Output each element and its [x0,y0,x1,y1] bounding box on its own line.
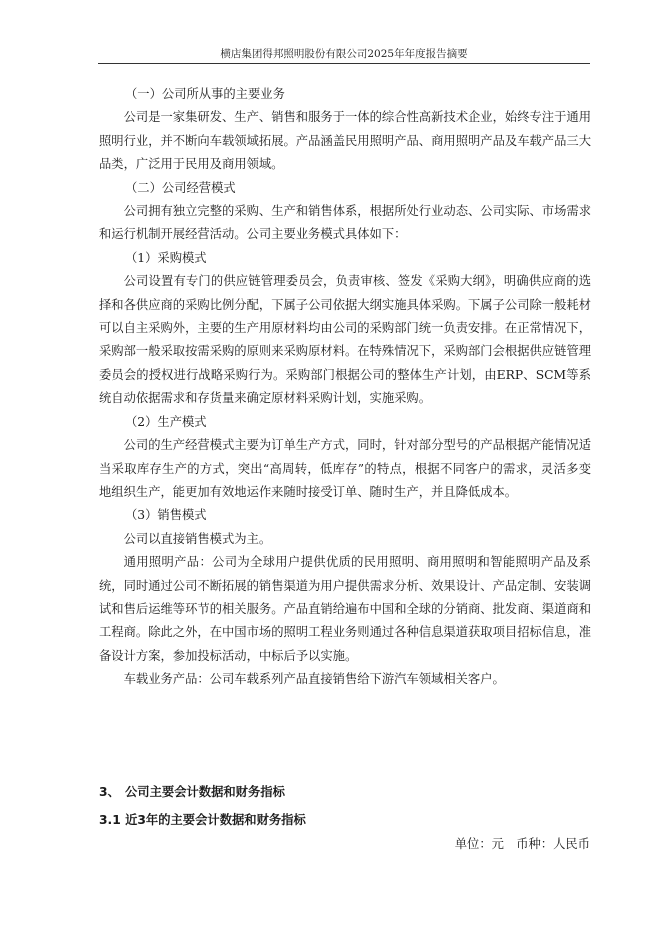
unit-currency-note: 单位：元 币种：人民币 [454,837,590,851]
paragraph-sales-direct: 公司以直接销售模式为主。 [123,531,272,546]
body-content [99,83,591,692]
paragraph-procurement-model: 公司设置有专门的供应链管理委员会，负责审核、签发《采购大纲》，明确供应商的选择和各供应商的采购比例分配，下属子公司依据大纲实施具体采购。下属子公司除一般耗材可以自主采购外，主要的生产用原材料均由公司的采购部门统一负责安排。在正常情况下，采购部一般采取按需采购的原则来采购原材料。在特殊情况下，采购部门会根据供应链管理委员会的授权进行战略采购行为。采购部门根据公司的整体生产计划，由ERP、SCM等系统自动依据需求和存货量来确定原材料采购计划，实施采购。 [99,274,591,406]
heading-business-model: （二）公司经营模式 [125,180,236,195]
section-3-1-heading: 3.1 近3年的主要会计数据和财务指标 [99,813,306,827]
heading-main-business: （一）公司所从事的主要业务 [125,87,285,101]
paragraph-main-business: 公司是一家集研发、生产、销售和服务于一体的综合性高新技术企业，始终专注于通用照明行业，并不断向车载领域拓展。产品涵盖民用照明产品、商用照明产品及车载产品三大品类，广泛用于民用及商用领域。 [99,110,591,172]
paragraph-production-model: 公司的生产经营模式主要为订单生产方式，同时，针对部分型号的产品根据产能情况适当采取库存生产的方式，突出“高周转，低库存”的特点，根据不同客户的需求，灵活多变地组织生产，能更加有效地运作来随时接受订单、随时生产，并且降低成本。 [99,438,591,499]
section-3-number: 3、 [99,785,120,799]
paragraph-automotive: 车载业务产品：公司车载系列产品直接销售给下游汽车领域相关客户。 [123,672,505,687]
heading-production-model: （2）生产模式 [125,414,207,429]
paragraph-general-lighting: 通用照明产品：公司为全球用户提供优质的民用照明、商用照明和智能照明产品及系统，同时通过公司不断拓展的销售渠道为用户提供需求分析、效果设计、产品定制、安装调试和售后运维等环节的相关服务。产品直销给遍布中国和全球的分销商、批发商、渠道商和工程商。除此之外，在中国市场的照明工程业务则通过各种信息渠道获取项目招标信息，准备设计方案，参加投标活动，中标后予以实施。 [99,555,591,663]
header-divider [98,63,590,64]
heading-procurement-model: （1）采购模式 [125,250,207,265]
section-3-heading [99,782,591,800]
heading-sales-model: （3）销售模式 [125,508,207,523]
paragraph-business-model: 公司拥有独立完整的采购、生产和销售体系，根据所处行业动态、公司实际、市场需求和运行机制开展经营活动。公司主要业务模式具体如下： [99,204,591,242]
section-3-title: 公司主要会计数据和财务指标 [125,785,285,799]
page-header: 横店集团得邦照明股份有限公司2025年年度报告摘要 [220,48,468,60]
